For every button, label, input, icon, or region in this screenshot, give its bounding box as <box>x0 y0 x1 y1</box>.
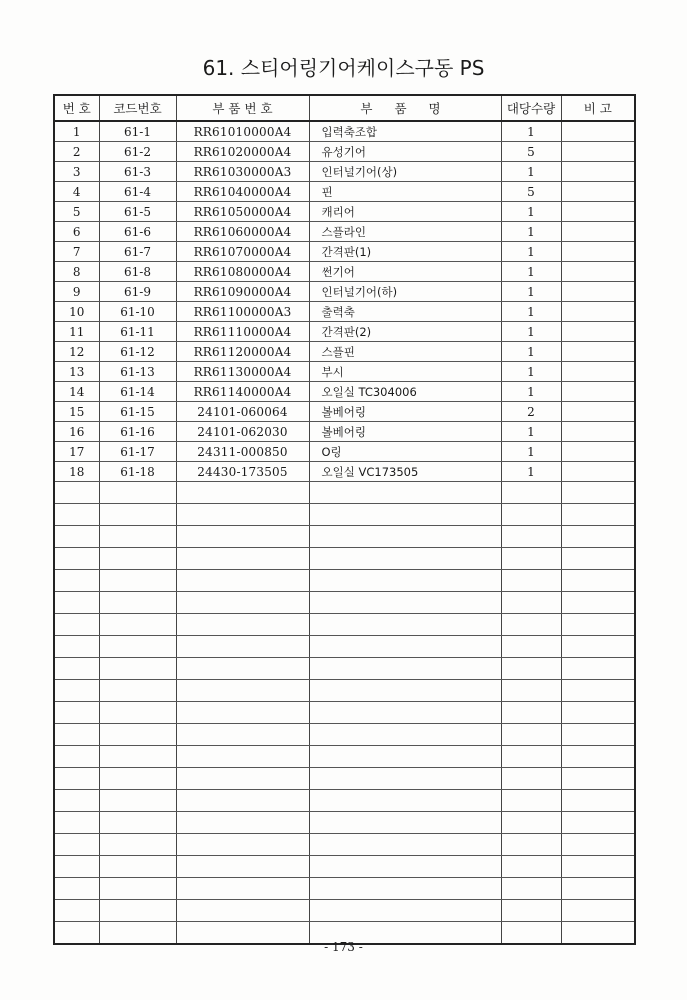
row-code: 61-3 <box>99 162 176 182</box>
row-code: 61-2 <box>99 142 176 162</box>
blank-cell <box>99 482 176 504</box>
blank-row <box>54 768 635 790</box>
row-part-name: 인터널기어(하) <box>309 282 501 302</box>
row-quantity: 1 <box>501 442 561 462</box>
blank-cell <box>54 900 99 922</box>
blank-cell <box>561 526 635 548</box>
row-note <box>561 402 635 422</box>
blank-cell <box>561 834 635 856</box>
blank-cell <box>99 680 176 702</box>
blank-row <box>54 812 635 834</box>
row-note <box>561 182 635 202</box>
blank-cell <box>176 570 309 592</box>
table-header-row <box>54 95 635 121</box>
blank-cell <box>54 768 99 790</box>
blank-cell <box>309 790 501 812</box>
row-number: 13 <box>54 362 99 382</box>
table-row <box>54 222 635 242</box>
table-row <box>54 402 635 422</box>
row-part-name: 캐리어 <box>309 202 501 222</box>
blank-cell <box>309 482 501 504</box>
table-row <box>54 462 635 482</box>
blank-cell <box>99 812 176 834</box>
row-part-number: RR61020000A4 <box>176 142 309 162</box>
blank-cell <box>176 746 309 768</box>
blank-cell <box>54 526 99 548</box>
blank-cell <box>309 526 501 548</box>
row-number: 6 <box>54 222 99 242</box>
row-number: 11 <box>54 322 99 342</box>
row-code: 61-13 <box>99 362 176 382</box>
blank-cell <box>54 834 99 856</box>
blank-cell <box>561 504 635 526</box>
blank-row <box>54 636 635 658</box>
row-part-number: RR61070000A4 <box>176 242 309 262</box>
row-code: 61-11 <box>99 322 176 342</box>
row-note <box>561 202 635 222</box>
row-code: 61-17 <box>99 442 176 462</box>
blank-cell <box>176 900 309 922</box>
blank-cell <box>99 702 176 724</box>
row-part-name: 썬기어 <box>309 262 501 282</box>
row-code: 61-6 <box>99 222 176 242</box>
row-code: 61-14 <box>99 382 176 402</box>
blank-cell <box>176 658 309 680</box>
blank-cell <box>501 768 561 790</box>
blank-cell <box>99 592 176 614</box>
row-number: 12 <box>54 342 99 362</box>
page-number: - 173 - <box>324 940 363 954</box>
blank-cell <box>176 856 309 878</box>
row-part-name: 볼베어링 <box>309 402 501 422</box>
header-code: 코드번호 <box>99 95 176 121</box>
row-part-name: 입력축조합 <box>309 121 501 142</box>
row-number: 16 <box>54 422 99 442</box>
blank-cell <box>54 636 99 658</box>
blank-row <box>54 570 635 592</box>
blank-cell <box>561 658 635 680</box>
blank-row <box>54 482 635 504</box>
table-body <box>54 121 635 944</box>
table-row <box>54 322 635 342</box>
blank-cell <box>561 900 635 922</box>
blank-cell <box>54 680 99 702</box>
blank-cell <box>54 702 99 724</box>
blank-cell <box>561 856 635 878</box>
blank-cell <box>561 636 635 658</box>
blank-cell <box>309 702 501 724</box>
row-part-number: 24101-062030 <box>176 422 309 442</box>
blank-cell <box>54 724 99 746</box>
blank-cell <box>309 812 501 834</box>
row-note <box>561 142 635 162</box>
blank-cell <box>176 768 309 790</box>
table-row <box>54 202 635 222</box>
row-part-name: 간격판(1) <box>309 242 501 262</box>
row-code: 61-18 <box>99 462 176 482</box>
blank-cell <box>561 548 635 570</box>
blank-cell <box>501 812 561 834</box>
blank-cell <box>309 746 501 768</box>
row-quantity: 1 <box>501 322 561 342</box>
blank-cell <box>176 482 309 504</box>
blank-cell <box>99 636 176 658</box>
row-part-number: RR61130000A4 <box>176 362 309 382</box>
blank-cell <box>176 548 309 570</box>
row-code: 61-5 <box>99 202 176 222</box>
blank-cell <box>54 790 99 812</box>
row-note <box>561 322 635 342</box>
table-row <box>54 142 635 162</box>
header-no: 번 호 <box>54 95 99 121</box>
blank-cell <box>99 856 176 878</box>
blank-cell <box>501 636 561 658</box>
row-number: 2 <box>54 142 99 162</box>
blank-cell <box>99 900 176 922</box>
row-number: 1 <box>54 121 99 142</box>
row-part-number: RR61010000A4 <box>176 121 309 142</box>
row-part-number: RR61090000A4 <box>176 282 309 302</box>
row-number: 8 <box>54 262 99 282</box>
blank-row <box>54 790 635 812</box>
table-row <box>54 262 635 282</box>
blank-cell <box>561 680 635 702</box>
blank-row <box>54 504 635 526</box>
blank-cell <box>309 724 501 746</box>
table-row <box>54 342 635 362</box>
blank-row <box>54 614 635 636</box>
blank-cell <box>309 636 501 658</box>
blank-cell <box>99 548 176 570</box>
blank-cell <box>54 856 99 878</box>
blank-cell <box>309 570 501 592</box>
blank-row <box>54 834 635 856</box>
blank-cell <box>99 724 176 746</box>
row-part-number: RR61060000A4 <box>176 222 309 242</box>
blank-cell <box>99 746 176 768</box>
table-row <box>54 182 635 202</box>
blank-cell <box>501 746 561 768</box>
row-quantity: 1 <box>501 422 561 442</box>
blank-cell <box>501 570 561 592</box>
row-part-number: RR61080000A4 <box>176 262 309 282</box>
blank-cell <box>99 878 176 900</box>
blank-cell <box>309 592 501 614</box>
row-code: 61-1 <box>99 121 176 142</box>
parts-table <box>53 94 636 945</box>
blank-cell <box>561 768 635 790</box>
row-part-name: 볼베어링 <box>309 422 501 442</box>
row-part-number: RR61030000A3 <box>176 162 309 182</box>
blank-cell <box>561 570 635 592</box>
blank-cell <box>54 658 99 680</box>
row-quantity: 1 <box>501 382 561 402</box>
row-note <box>561 422 635 442</box>
row-part-name: 부시 <box>309 362 501 382</box>
row-part-number: RR61100000A3 <box>176 302 309 322</box>
blank-cell <box>501 790 561 812</box>
row-code: 61-12 <box>99 342 176 362</box>
row-number: 15 <box>54 402 99 422</box>
row-note <box>561 462 635 482</box>
blank-row <box>54 724 635 746</box>
row-quantity: 1 <box>501 282 561 302</box>
row-note <box>561 442 635 462</box>
header-quantity: 대당수량 <box>501 95 561 121</box>
row-part-number: RR61040000A4 <box>176 182 309 202</box>
row-quantity: 1 <box>501 162 561 182</box>
row-code: 61-9 <box>99 282 176 302</box>
row-part-number: RR61140000A4 <box>176 382 309 402</box>
row-part-name: 핀 <box>309 182 501 202</box>
row-note <box>561 222 635 242</box>
row-quantity: 1 <box>501 262 561 282</box>
row-part-name: 유성기어 <box>309 142 501 162</box>
blank-cell <box>176 812 309 834</box>
row-part-number: RR61120000A4 <box>176 342 309 362</box>
table-row <box>54 162 635 182</box>
table-row <box>54 121 635 142</box>
blank-cell <box>54 746 99 768</box>
table-row <box>54 442 635 462</box>
row-note <box>561 342 635 362</box>
table-row <box>54 382 635 402</box>
row-quantity: 1 <box>501 202 561 222</box>
row-quantity: 5 <box>501 142 561 162</box>
blank-row <box>54 658 635 680</box>
blank-cell <box>501 834 561 856</box>
row-note <box>561 162 635 182</box>
header-note: 비 고 <box>561 95 635 121</box>
row-part-name: 인터널기어(상) <box>309 162 501 182</box>
row-part-name: 스플핀 <box>309 342 501 362</box>
row-quantity: 1 <box>501 342 561 362</box>
blank-cell <box>561 614 635 636</box>
row-number: 10 <box>54 302 99 322</box>
blank-cell <box>54 570 99 592</box>
blank-row <box>54 746 635 768</box>
blank-cell <box>176 702 309 724</box>
row-code: 61-8 <box>99 262 176 282</box>
row-part-name: 간격판(2) <box>309 322 501 342</box>
blank-cell <box>99 504 176 526</box>
blank-cell <box>176 592 309 614</box>
row-code: 61-16 <box>99 422 176 442</box>
blank-cell <box>561 878 635 900</box>
row-part-name: O링 <box>309 442 501 462</box>
row-note <box>561 121 635 142</box>
row-number: 18 <box>54 462 99 482</box>
row-quantity: 1 <box>501 121 561 142</box>
blank-cell <box>99 768 176 790</box>
blank-cell <box>561 812 635 834</box>
blank-cell <box>501 702 561 724</box>
blank-cell <box>54 812 99 834</box>
blank-cell <box>309 614 501 636</box>
blank-row <box>54 878 635 900</box>
blank-row <box>54 702 635 724</box>
blank-row <box>54 900 635 922</box>
blank-cell <box>309 504 501 526</box>
row-code: 61-10 <box>99 302 176 322</box>
blank-cell <box>501 482 561 504</box>
blank-cell <box>309 878 501 900</box>
blank-cell <box>561 482 635 504</box>
header-part-number: 부 품 번 호 <box>176 95 309 121</box>
blank-cell <box>176 878 309 900</box>
blank-cell <box>501 614 561 636</box>
blank-cell <box>501 856 561 878</box>
table-row <box>54 362 635 382</box>
blank-cell <box>309 658 501 680</box>
blank-cell <box>309 900 501 922</box>
row-quantity: 1 <box>501 242 561 262</box>
blank-row <box>54 856 635 878</box>
blank-cell <box>501 680 561 702</box>
row-part-number: 24101-060064 <box>176 402 309 422</box>
row-quantity: 1 <box>501 362 561 382</box>
row-code: 61-15 <box>99 402 176 422</box>
blank-cell <box>99 570 176 592</box>
blank-cell <box>501 504 561 526</box>
blank-cell <box>309 680 501 702</box>
row-number: 14 <box>54 382 99 402</box>
blank-cell <box>561 790 635 812</box>
blank-cell <box>54 614 99 636</box>
row-note <box>561 382 635 402</box>
blank-cell <box>309 834 501 856</box>
blank-cell <box>99 834 176 856</box>
row-code: 61-4 <box>99 182 176 202</box>
blank-cell <box>561 746 635 768</box>
blank-cell <box>176 724 309 746</box>
row-number: 17 <box>54 442 99 462</box>
blank-cell <box>99 790 176 812</box>
row-part-number: 24311-000850 <box>176 442 309 462</box>
blank-cell <box>54 592 99 614</box>
table-row <box>54 302 635 322</box>
row-part-number: RR61050000A4 <box>176 202 309 222</box>
row-code: 61-7 <box>99 242 176 262</box>
blank-cell <box>501 526 561 548</box>
blank-cell <box>501 592 561 614</box>
blank-cell <box>54 878 99 900</box>
row-note <box>561 242 635 262</box>
blank-row <box>54 548 635 570</box>
blank-cell <box>176 526 309 548</box>
blank-cell <box>501 878 561 900</box>
blank-row <box>54 592 635 614</box>
table-row <box>54 282 635 302</box>
blank-cell <box>309 856 501 878</box>
row-number: 5 <box>54 202 99 222</box>
row-number: 9 <box>54 282 99 302</box>
row-number: 4 <box>54 182 99 202</box>
row-quantity: 1 <box>501 302 561 322</box>
row-part-name: 스플라인 <box>309 222 501 242</box>
table-row <box>54 422 635 442</box>
row-quantity: 1 <box>501 222 561 242</box>
blank-cell <box>176 504 309 526</box>
row-part-name: 오일실 TC304006 <box>309 382 501 402</box>
blank-cell <box>176 790 309 812</box>
blank-cell <box>54 482 99 504</box>
row-quantity: 5 <box>501 182 561 202</box>
blank-cell <box>99 658 176 680</box>
blank-cell <box>501 548 561 570</box>
blank-cell <box>501 724 561 746</box>
blank-cell <box>561 724 635 746</box>
blank-cell <box>561 702 635 724</box>
row-quantity: 2 <box>501 402 561 422</box>
row-note <box>561 362 635 382</box>
blank-cell <box>54 548 99 570</box>
header-part-name: 부 품 명 <box>309 95 501 121</box>
blank-cell <box>176 614 309 636</box>
blank-cell <box>99 614 176 636</box>
blank-cell <box>54 504 99 526</box>
blank-cell <box>176 636 309 658</box>
row-quantity: 1 <box>501 462 561 482</box>
row-part-name: 오일실 VC173505 <box>309 462 501 482</box>
blank-cell <box>309 548 501 570</box>
row-note <box>561 262 635 282</box>
row-part-number: 24430-173505 <box>176 462 309 482</box>
row-note <box>561 302 635 322</box>
row-part-number: RR61110000A4 <box>176 322 309 342</box>
blank-cell <box>176 680 309 702</box>
blank-row <box>54 526 635 548</box>
page-title: 61. 스티어링기어케이스구동 PS <box>202 56 485 80</box>
row-number: 7 <box>54 242 99 262</box>
blank-cell <box>176 834 309 856</box>
blank-row <box>54 680 635 702</box>
row-part-name: 출력축 <box>309 302 501 322</box>
row-note <box>561 282 635 302</box>
blank-cell <box>309 768 501 790</box>
blank-cell <box>561 592 635 614</box>
blank-cell <box>501 900 561 922</box>
blank-cell <box>501 658 561 680</box>
table-row <box>54 242 635 262</box>
row-number: 3 <box>54 162 99 182</box>
blank-cell <box>99 526 176 548</box>
